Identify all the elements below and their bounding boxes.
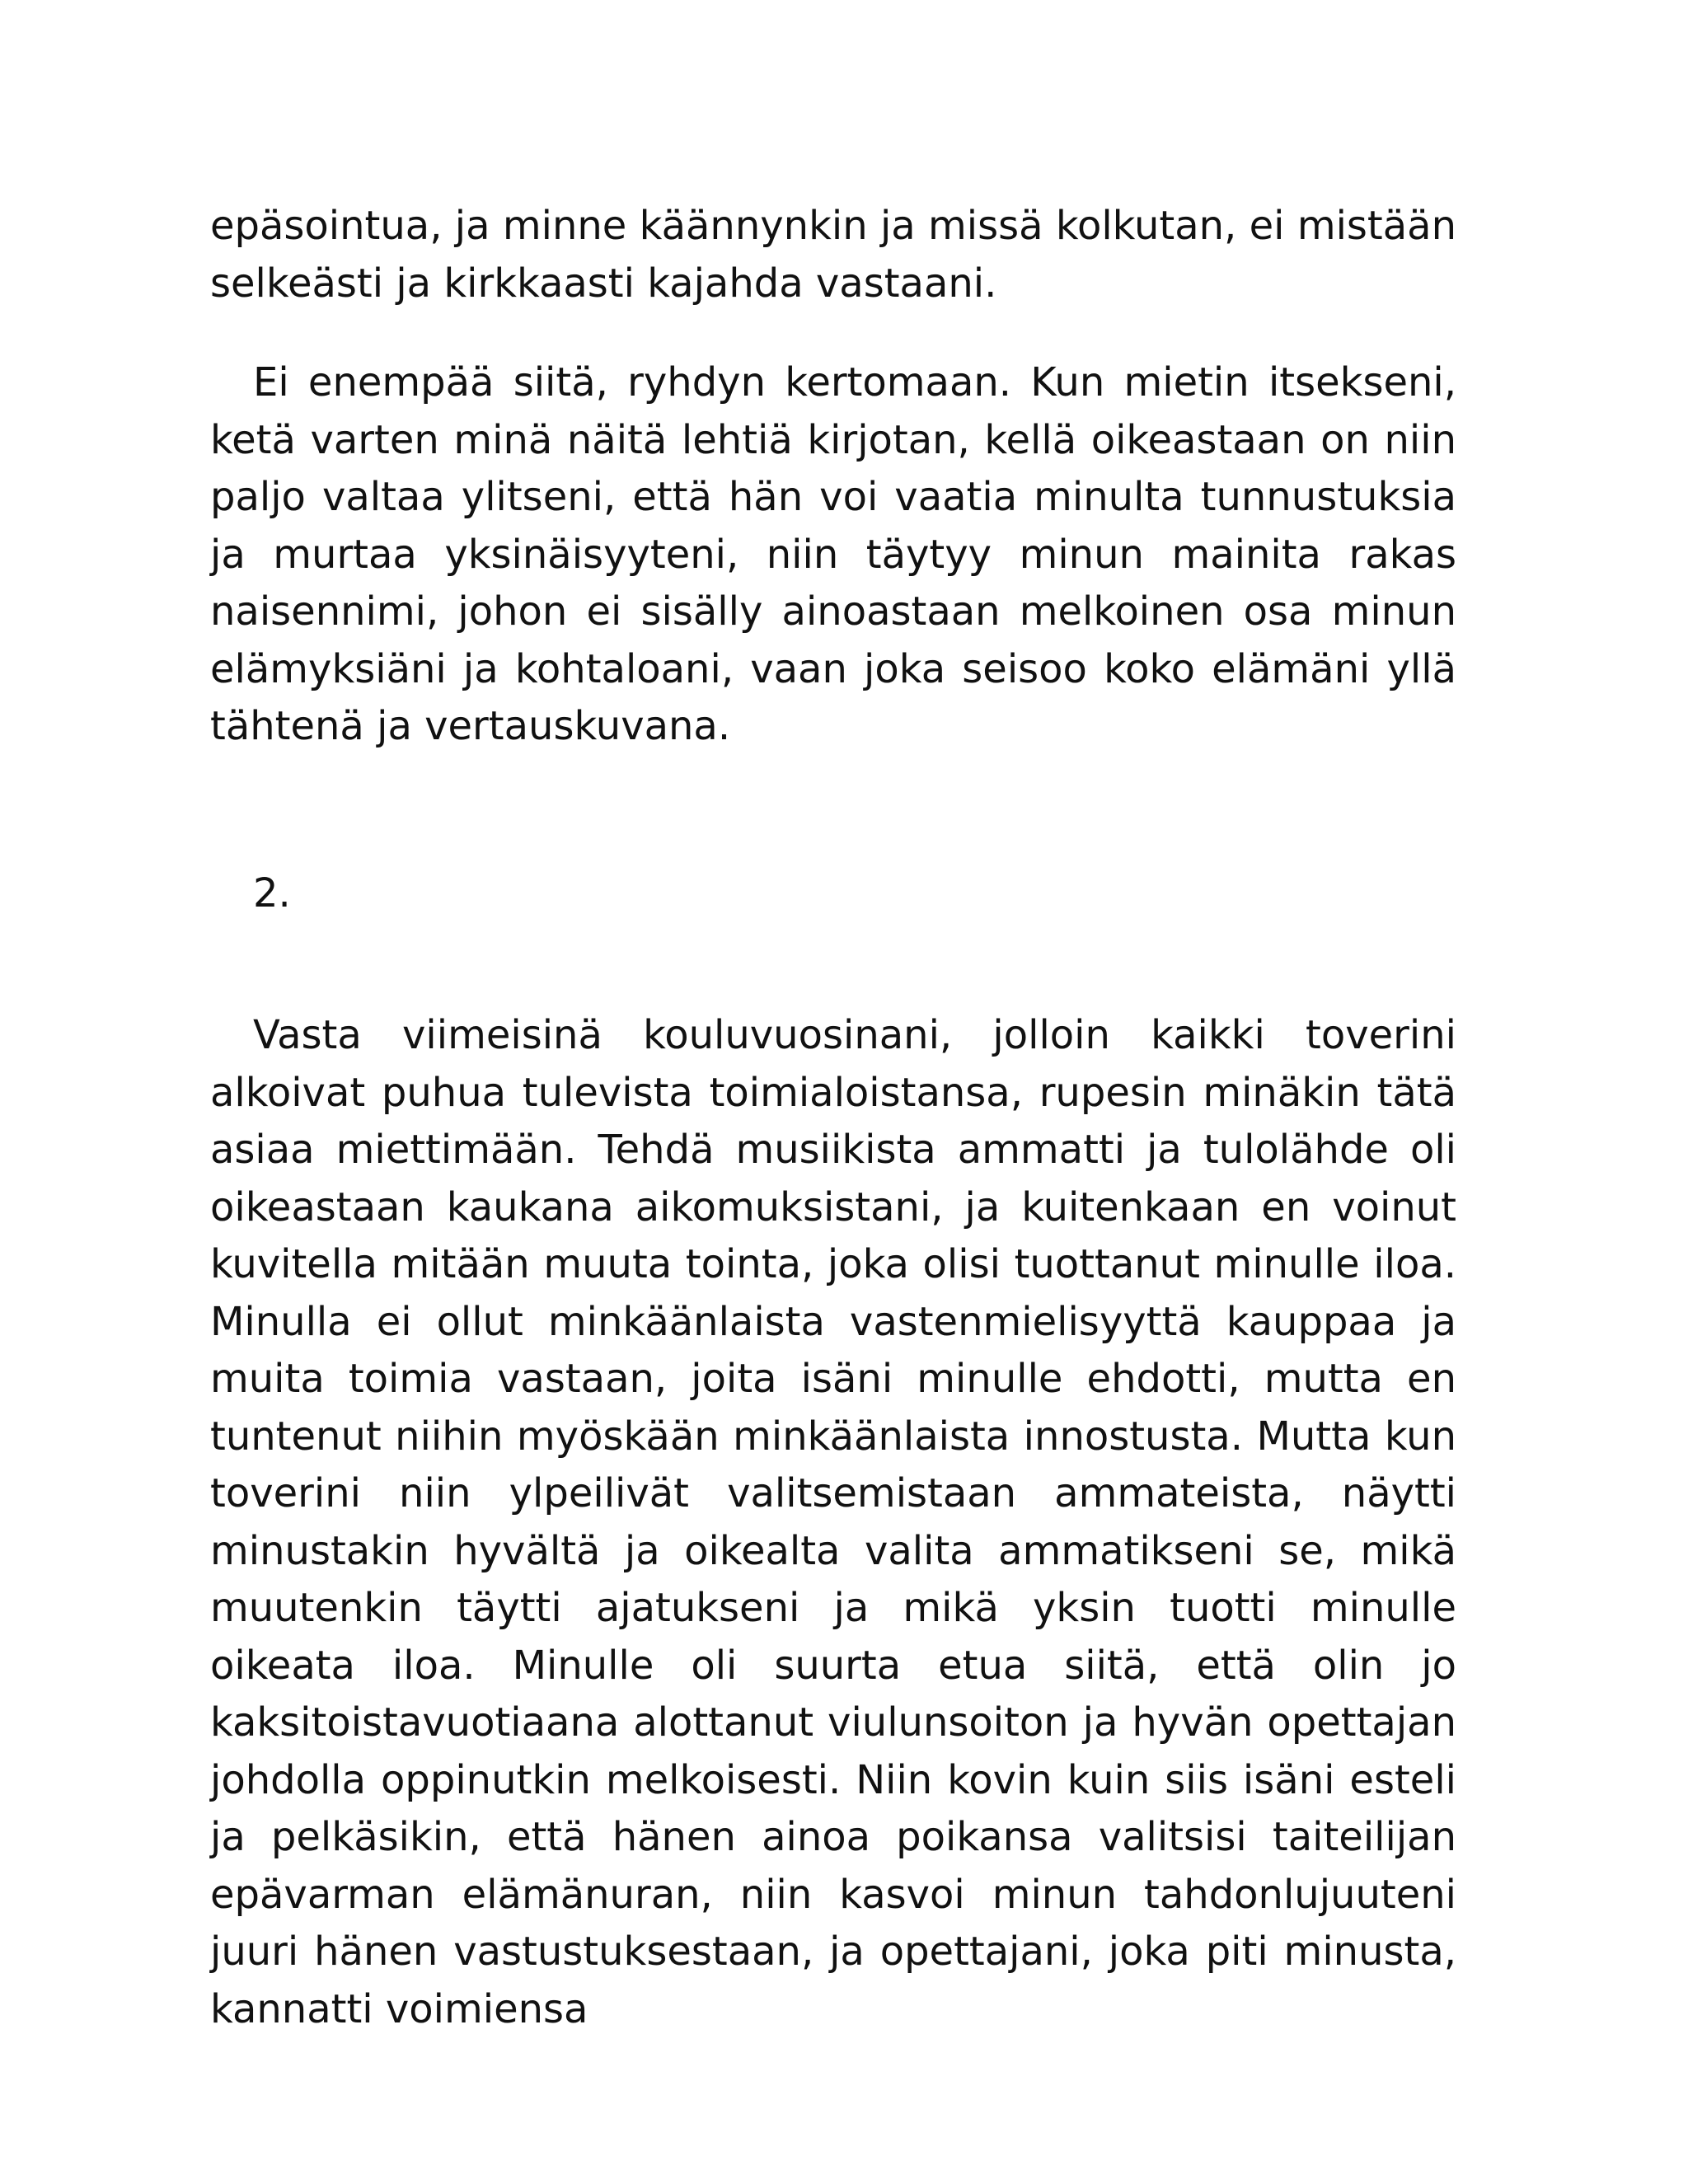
paragraph-continuation: epäsointua, ja minne käännynkin ja missä kolkutan, ei mistään selkeästi ja kirkkaasti kajahda vastaani. bbox=[210, 203, 1456, 307]
chapter-heading: 2. bbox=[253, 870, 291, 916]
paragraph-intro: Ei enempää siitä, ryhdyn kertomaan. Kun mietin itsekseni, ketä varten minä näitä lehtiä kirjotan, kellä oikeastaan on niin paljo valtaa ylitseni, että hän voi vaatia minulta tunnustuksia ja murtaa yksinäisyyteni, niin täytyy minun mainita rakas naisennimi, johon ei sisälly ainoastaan melkoinen osa minun elämyksiäni ja kohtaloani, vaan joka seisoo koko elämäni yllä tähtenä ja vertauskuvana. bbox=[210, 359, 1456, 749]
paragraph-chapter-two: Vasta viimeisinä kouluvuosinani, jolloin kaikki toverini alkoivat puhua tulevista toimialoistansa, rupesin minäkin tätä asiaa miettimään. Tehdä musiikista ammatti ja tulolähde oli oikeastaan kaukana aikomuksistani, ja kuitenkaan en voinut kuvitella mitään muuta tointa, joka olisi tuottanut minulle iloa. Minulla ei ollut minkäänlaista vastenmielisyyttä kauppaa ja muita toimia vastaan, joita isäni minulle ehdotti, mutta en tuntenut niihin myöskään minkäänlaista innostusta. Mutta kun toverini niin ylpeilivät valitsemistaan ammateista, näytti minustakin hyvältä ja oikealta valita ammatikseni se, mikä muutenkin täytti ajatukseni ja mikä yksin tuotti minulle oikeata iloa. Minulle oli suurta etua siitä, että olin jo kaksitoistavuotiaana alottanut viulunsoiton ja hyvän opettajan johdolla oppinutkin melkoisesti. Niin kovin kuin siis isäni esteli ja pelkäsikin, että hänen ainoa poikansa valitsisi taiteilijan epävarman elämänuran, niin kasvoi minun tahdonlujuuteni juuri hänen vastustuksestaan, ja opettajani, joka piti minusta, kannatti voimiensa bbox=[210, 1012, 1456, 2032]
document-page bbox=[210, 0, 1456, 2184]
